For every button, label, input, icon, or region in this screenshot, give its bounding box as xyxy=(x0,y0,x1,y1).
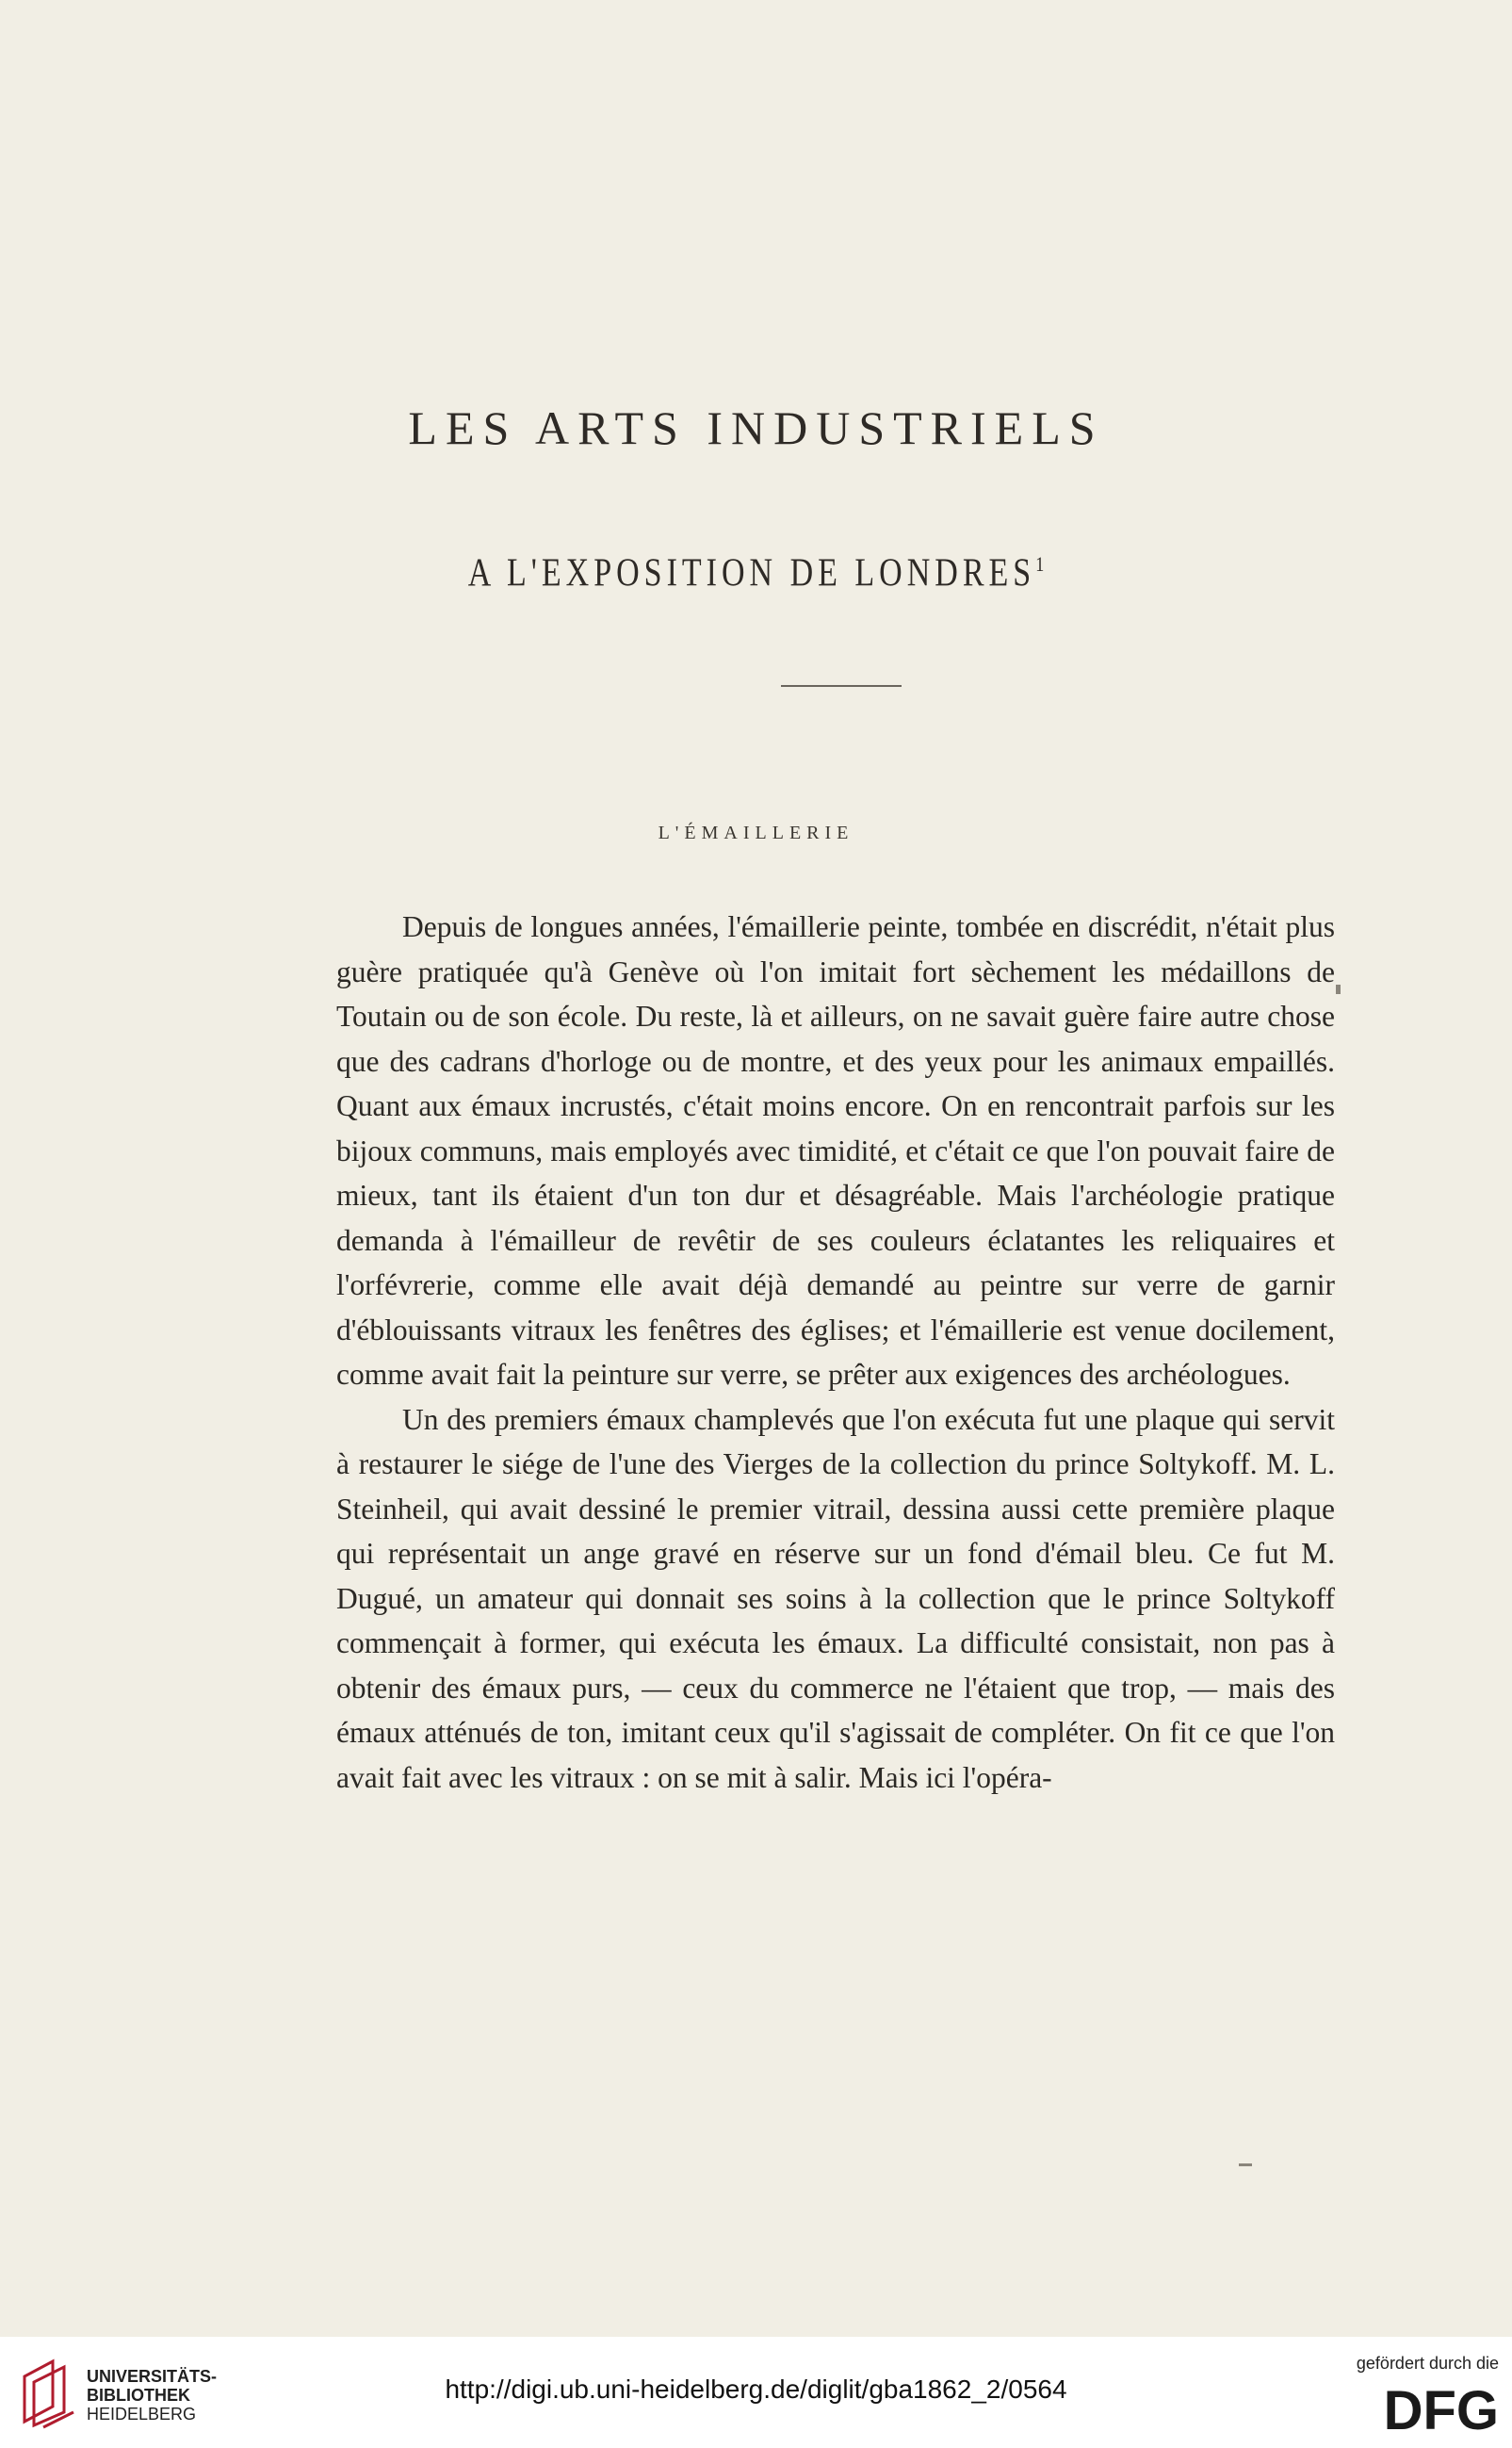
scan-speck xyxy=(1336,985,1341,994)
paragraph: Un des premiers émaux champlevés que l'on exécuta fut une plaque qui servit à restaurer le siége de l'une des Vierges de la collection du prince Soltykoff. M. L. Steinheil, qui avait dessiné le premier vitrail, dessina aussi cette première plaque qui représentait un ange gravé en réserve sur un fond d'émail bleu. Ce fut M. Dugué, un amateur qui donnait ses soins à la collection que le prince Soltykoff commençait à former, qui exécuta les émaux. La difficulté consistait, non pas à obtenir des émaux purs, — ceux du commerce ne l'étaient que trop, — mais des émaux atténués de ton, imitant ceux qu'il s'agissait de compléter. On fit ce que l'on avait fait avec les vitraux : on se mit à salir. Mais ici l'opéra- xyxy=(336,1402,1335,1794)
article-body xyxy=(336,905,1335,1800)
title-divider xyxy=(781,685,902,687)
digitization-footer xyxy=(0,2337,1512,2448)
permalink-url[interactable]: http://digi.ub.uni-heidelberg.de/diglit/gba1862_2/0564 xyxy=(445,2375,1067,2404)
dfg-logo-icon xyxy=(1358,2378,1499,2435)
library-line: UNIVERSITÄTS- xyxy=(87,2367,218,2386)
section-heading: L'ÉMAILLERIE xyxy=(658,823,854,843)
library-line: BIBLIOTHEK xyxy=(87,2386,190,2405)
dfg-logo-text: DFG xyxy=(1383,2380,1499,2435)
page-title: LES ARTS INDUSTRIELS xyxy=(408,401,1104,454)
library-line: HEIDELBERG xyxy=(87,2405,197,2424)
footnote-reference: 1 xyxy=(1035,552,1045,577)
subtitle-text: A L'EXPOSITION DE LONDRES xyxy=(467,551,1036,596)
scan-speck xyxy=(1239,2163,1252,2166)
page-subtitle xyxy=(0,551,1512,596)
paragraph: Depuis de longues années, l'émaillerie peinte, tombée en discrédit, n'était plus guère pratiquée qu'à Genève où l'on imitait fort sèchement les médaillons de Toutain ou de son école. Du reste, là et ailleurs, on ne savait guère faire autre chose que des cadrans d'horloge ou de montre, et des yeux pour les animaux empaillés. Quant aux émaux incrustés, c'était moins encore. On en rencontrait parfois sur les bijoux communs, mais employés avec timidité, et c'était ce que l'on pouvait faire de mieux, tant ils étaient d'un ton dur et désagréable. Mais l'archéologie pratique demanda à l'émailleur de revêtir de ses couleurs éclatantes les reliquaires et l'orfévrerie, comme elle avait déjà demandé au peintre sur verre de garnir d'éblouissants vitraux les fenêtres des églises; et l'émaillerie est venue docilement, comme avait fait la peinture sur verre, se prêter aux exigences des archéologues. xyxy=(336,910,1335,1391)
funding-note: gefördert durch die xyxy=(1356,2354,1499,2373)
